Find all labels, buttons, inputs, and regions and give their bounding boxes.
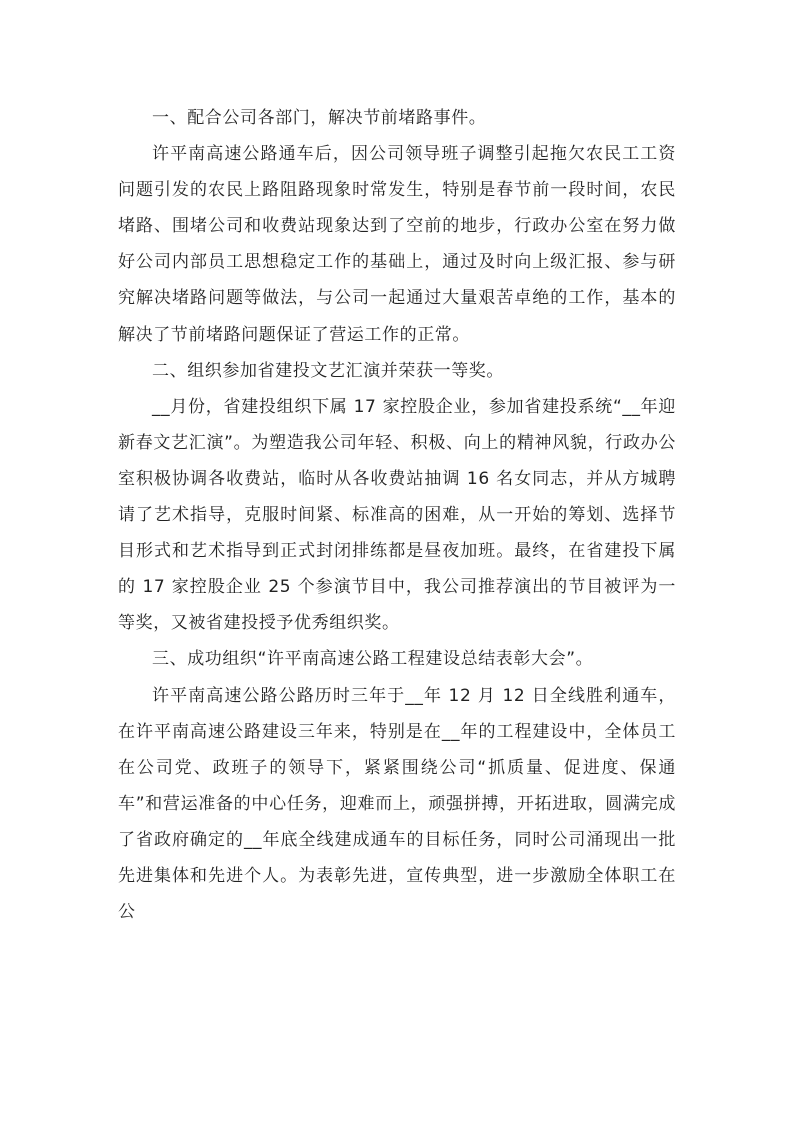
section-heading-3: 三、成功组织“许平南高速公路工程建设总结表彰大会”。 <box>152 649 594 670</box>
paragraph-3: 许平南高速公路公路历时三年于__年 12 月 12 日全线胜利通车，在许平南高速公路建设三年来，特别是在__年的工程建设中，全体员工在公司党、政班子的领导下，紧紧围绕公司“抓质量、促进度、保通车”和营运准备的中心任务，迎难而上，顽强拼搏，开拓进取，圆满完成了省政府确定的__年底全线建成通车的目标任务，同时公司涌现出一批先进集体和先进个人。为表彰先进，宣传典型，进一步激励全体职工在公 <box>118 685 676 923</box>
document-body <box>118 100 676 930</box>
section-heading-1: 一、配合公司各部门，解决节前堵路事件。 <box>152 108 487 128</box>
section-heading-2: 二、组织参加省建投文艺汇演并荣获一等奖。 <box>152 360 504 381</box>
paragraph-1: 许平南高速公路通车后，因公司领导班子调整引起拖欠农民工工资问题引发的农民上路阻路现象时常发生，特别是春节前一段时间，农民堵路、围堵公司和收费站现象达到了空前的地步，行政办公室在努力做好公司内部员工思想稳定工作的基础上，通过及时向上级汇报、参与研究解决堵路问题等做法，与公司一起通过大量艰苦卓绝的工作，基本的解决了节前堵路问题保证了营运工作的正常。 <box>118 144 676 345</box>
paragraph-2: __月份，省建投组织下属 17 家控股企业，参加省建投系统“__年迎新春文艺汇演”。为塑造我公司年轻、积极、向上的精神风貌，行政办公室积极协调各收费站，临时从各收费站抽调 16 名女同志，并从方城聘请了艺术指导，克服时间紧、标准高的困难，从一开始的筹划、选择节目形式和艺术指导到正式封闭排练都是昼夜加班。最终，在省建投下属的 17 家控股企业 25 个参演节目中，我公司推荐演出的节目被评为一等奖，又被省建投授予优秀组织奖。 <box>118 396 676 634</box>
